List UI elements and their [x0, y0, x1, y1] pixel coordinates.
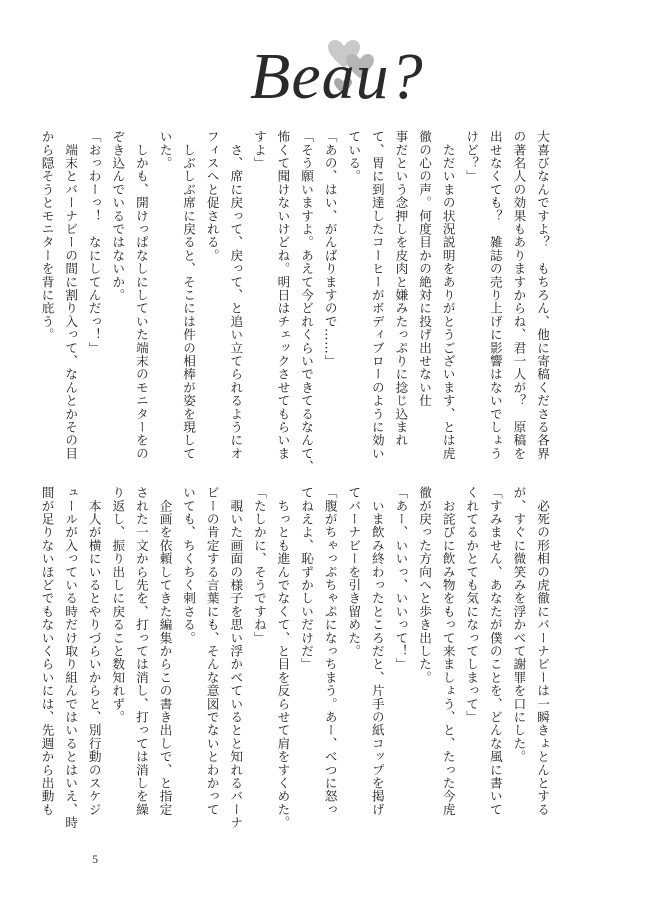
- body-text-upper: 大喜びなんですよ？ もちろん、他に寄稿くださる各界 の著名人の効果もありますからね、君一人が？ 原稿を 出せなくても？ 雑誌の売り上げに影響はないでしょう けど？」 ただいまの状況説明をありがとうございます、とは虎 徹の心の声。何度目かの絶対に投げ出せない仕 事だという念押しを皮肉と嫌みたっぷりに捻じ込まれ て、胃に到達したコーヒーがボディブローのように効い ている。 「あの、はい、がんばりますので……」 「そう願いますよ。あえて今どれくらいできてるなんて、 怖くて聞けないけどね。明日はチェックさせてもらいま すよ」 さ、席に戻って、戻って、と追い立てられるようにオ フィスへと促される。 しぶしぶ席に戻ると、そこには件の相棒が姿を現して いた。 しかも、開けっぱなしにしていた端末のモニターをの ぞき込んでいるではないか。 「おっわーっ！ なにしてんだっ！」 端末とバーナビーの間に割り入って、なんとかその目 から隠そうとモニターを背に庇う。: [39, 130, 550, 474]
- body-text-lower: 必死の形相の虎徹にバーナビーは一瞬きょとんとする が、すぐに微笑みを浮かべて謝罪を口にした。 「すみません、あなたが僕のことを、どんな風に書いて くれてるかとても気になってしまって」 お詫びに飲み物をもって来ましょう、と、たった今虎 徹が戻った方向へと歩き出した。 「あー、いいっ、いいって！」 いま飲み終わったところだと、片手の紙コップを掲げ てバーナビーを引き留めた。 「腹がちゃっぷちゃぷになっちまう。あー、べつに怒っ てねえよ、恥ずかしいだけだ」 ちっとも進んでなくて、と目を反らせて肩をすくめた。 「たしかに、そうですね」 覗いた画面の様子を思い浮かべているとと知れるバーナ ビーの肯定する言葉にも、そんな意図でないとわかって いても、ちくちく刺さる。 企画を依頼してきた編集からこの書き出しで、と指定 された一文から先を、打っては消し、打っては消しを繰 り返し、振り出しに戻ること数知れず。 本人が横にいるとやりづらいからと、別行動のスケジ ュールが入っている時だけ取り組んではいるとはいえ、時 間が足りないほどでもないくらいには、先週から出動も: [39, 486, 550, 830]
- page-title: Beau?: [250, 40, 424, 113]
- page-number: 5: [92, 852, 98, 866]
- title-logo: [250, 32, 460, 122]
